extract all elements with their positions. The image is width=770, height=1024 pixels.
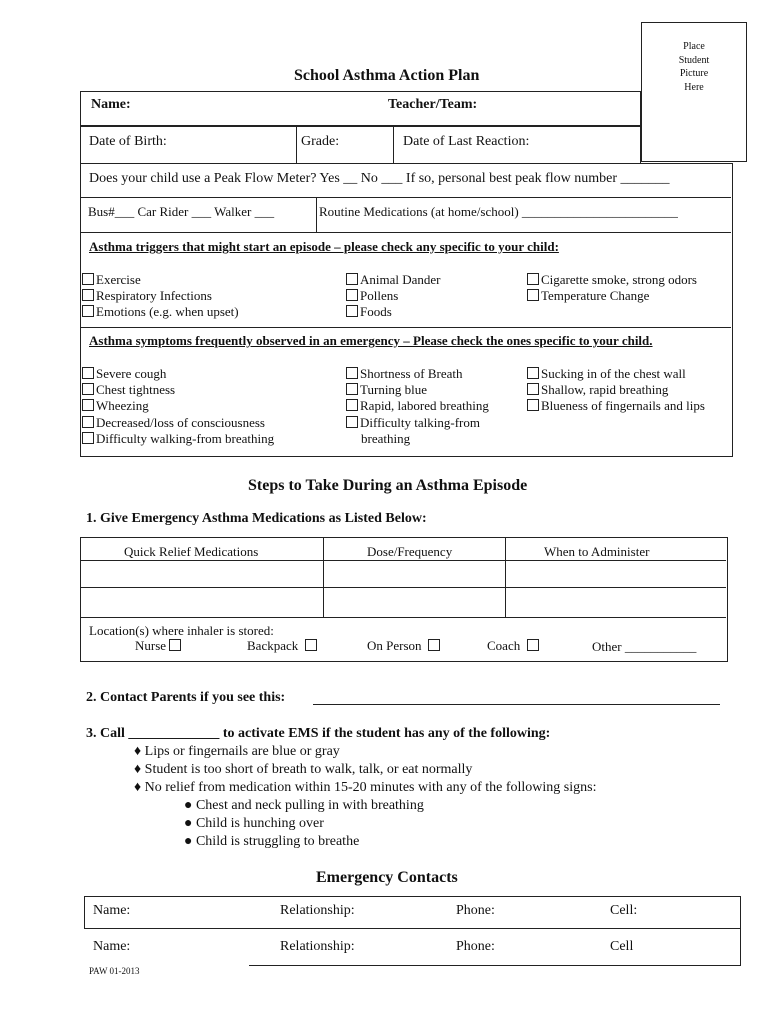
checkbox[interactable] (527, 289, 539, 301)
triggers-col1 (82, 272, 239, 321)
contact-2-cell: Cell (610, 939, 634, 954)
contact-1-phone: Phone: (456, 903, 495, 918)
list-item: ● Child is hunching over (184, 816, 324, 831)
checkbox[interactable] (82, 305, 94, 317)
med-header-quick-relief: Quick Relief Medications (124, 544, 259, 559)
photo-placeholder-text: Place Student Picture Here (678, 41, 710, 93)
checkbox[interactable] (82, 432, 94, 444)
contact-2-phone: Phone: (456, 939, 495, 954)
contact-2-relationship: Relationship: (280, 939, 355, 954)
checkbox[interactable] (346, 416, 358, 428)
checkbox[interactable] (428, 639, 440, 651)
parents-signs-line[interactable] (313, 704, 720, 705)
last-reaction-label: Date of Last Reaction: (403, 134, 530, 149)
trigger-respiratory[interactable]: Respiratory Infections (82, 288, 239, 304)
trigger-dander[interactable]: Animal Dander (346, 272, 441, 288)
location-on-person[interactable]: On Person (367, 638, 442, 654)
location-other: Other ___________ (592, 639, 697, 654)
transport-options: Bus#___ Car Rider ___ Walker ___ (88, 204, 275, 219)
contact-1-relationship: Relationship: (280, 903, 355, 918)
symptoms-col1 (82, 366, 274, 447)
trigger-pollens[interactable]: Pollens (346, 288, 441, 304)
triggers-col2 (346, 272, 441, 321)
symptom-blueness[interactable]: Blueness of fingernails and lips (527, 398, 705, 414)
step-1: 1. Give Emergency Asthma Medications as Listed Below: (86, 511, 427, 526)
trigger-emotions[interactable]: Emotions (e.g. when upset) (82, 304, 239, 320)
symptoms-heading: Asthma symptoms frequently observed in an emergency – Please check the ones specific to your child. (89, 333, 653, 348)
grade-label: Grade: (301, 134, 340, 149)
teacher-label: Teacher/Team: (388, 97, 478, 112)
symptom-consciousness[interactable]: Decreased/loss of consciousness (82, 415, 274, 431)
step-3: 3. Call _____________ to activate EMS if the student has any of the following: (86, 726, 551, 741)
checkbox[interactable] (346, 399, 358, 411)
ems-signs-list (134, 743, 596, 797)
symptom-shallow[interactable]: Shallow, rapid breathing (527, 382, 705, 398)
trigger-smoke[interactable]: Cigarette smoke, strong odors (527, 272, 697, 288)
contact-2-name: Name: (93, 939, 131, 954)
inhaler-location-label: Location(s) where inhaler is stored: (89, 623, 274, 638)
triggers-heading: Asthma triggers that might start an episode – please check any specific to your child: (89, 239, 559, 254)
routine-medications: Routine Medications (at home/school) ________________________ (319, 204, 678, 219)
contact-1-name: Name: (93, 903, 131, 918)
footer-code: PAW 01-2013 (89, 966, 140, 976)
list-item: ♦ Lips or fingernails are blue or gray (134, 744, 340, 759)
trigger-exercise[interactable]: Exercise (82, 272, 239, 288)
checkbox[interactable] (305, 639, 317, 651)
checkbox[interactable] (169, 639, 181, 651)
peak-flow-question: Does your child use a Peak Flow Meter? Yes __ No ___ If so, personal best peak flow number _______ (89, 171, 670, 186)
med-header-when: When to Administer (544, 544, 650, 559)
symptoms-col2: Shortness of Breath Turning blue Rapid, labored breathing Difficulty talking-from breathing (346, 366, 489, 447)
symptom-wheezing[interactable]: Wheezing (82, 398, 274, 414)
checkbox[interactable] (527, 399, 539, 411)
checkbox[interactable] (82, 289, 94, 301)
med-header-dose: Dose/Frequency (367, 544, 453, 559)
steps-heading: Steps to Take During an Asthma Episode (248, 477, 528, 494)
symptom-walking[interactable]: Difficulty walking-from breathing (82, 431, 274, 447)
list-item: ♦ Student is too short of breath to walk, talk, or eat normally (134, 762, 473, 777)
checkbox[interactable] (527, 639, 539, 651)
list-item: ♦ No relief from medication within 15-20 minutes with any of the following signs: (134, 780, 597, 795)
triggers-col3 (527, 272, 697, 304)
symptoms-col3 (527, 366, 705, 415)
symptom-blue[interactable]: Turning blue (346, 382, 489, 398)
step-2: 2. Contact Parents if you see this: (86, 690, 286, 705)
symptom-cough[interactable]: Severe cough (82, 366, 274, 382)
checkbox[interactable] (82, 273, 94, 285)
page-title: School Asthma Action Plan (294, 67, 480, 84)
sub-signs-list (184, 797, 424, 851)
location-coach[interactable]: Coach (487, 638, 541, 654)
checkbox[interactable] (346, 305, 358, 317)
contact-1-cell: Cell: (610, 903, 638, 918)
name-label: Name: (91, 97, 131, 112)
list-item: ● Child is struggling to breathe (184, 834, 360, 849)
trigger-foods[interactable]: Foods (346, 304, 441, 320)
location-backpack[interactable]: Backpack (247, 638, 319, 654)
checkbox[interactable] (82, 399, 94, 411)
checkbox[interactable] (527, 367, 539, 379)
symptom-shortness[interactable]: Shortness of Breath (346, 366, 489, 382)
name-row (80, 91, 641, 126)
location-nurse[interactable]: Nurse (135, 638, 183, 654)
symptom-rapid[interactable]: Rapid, labored breathing (346, 398, 489, 414)
checkbox[interactable] (346, 289, 358, 301)
list-item: ● Chest and neck pulling in with breathing (184, 798, 424, 813)
checkbox[interactable] (346, 273, 358, 285)
symptom-chest-tightness[interactable]: Chest tightness (82, 382, 274, 398)
symptom-talking[interactable]: Difficulty talking-from (346, 415, 489, 431)
checkbox[interactable] (82, 416, 94, 428)
dob-label: Date of Birth: (89, 134, 167, 149)
trigger-temperature[interactable]: Temperature Change (527, 288, 697, 304)
checkbox[interactable] (346, 367, 358, 379)
contacts-heading: Emergency Contacts (316, 869, 458, 886)
symptom-sucking[interactable]: Sucking in of the chest wall (527, 366, 705, 382)
checkbox[interactable] (527, 383, 539, 395)
checkbox[interactable] (346, 383, 358, 395)
checkbox[interactable] (82, 383, 94, 395)
checkbox[interactable] (82, 367, 94, 379)
checkbox[interactable] (527, 273, 539, 285)
